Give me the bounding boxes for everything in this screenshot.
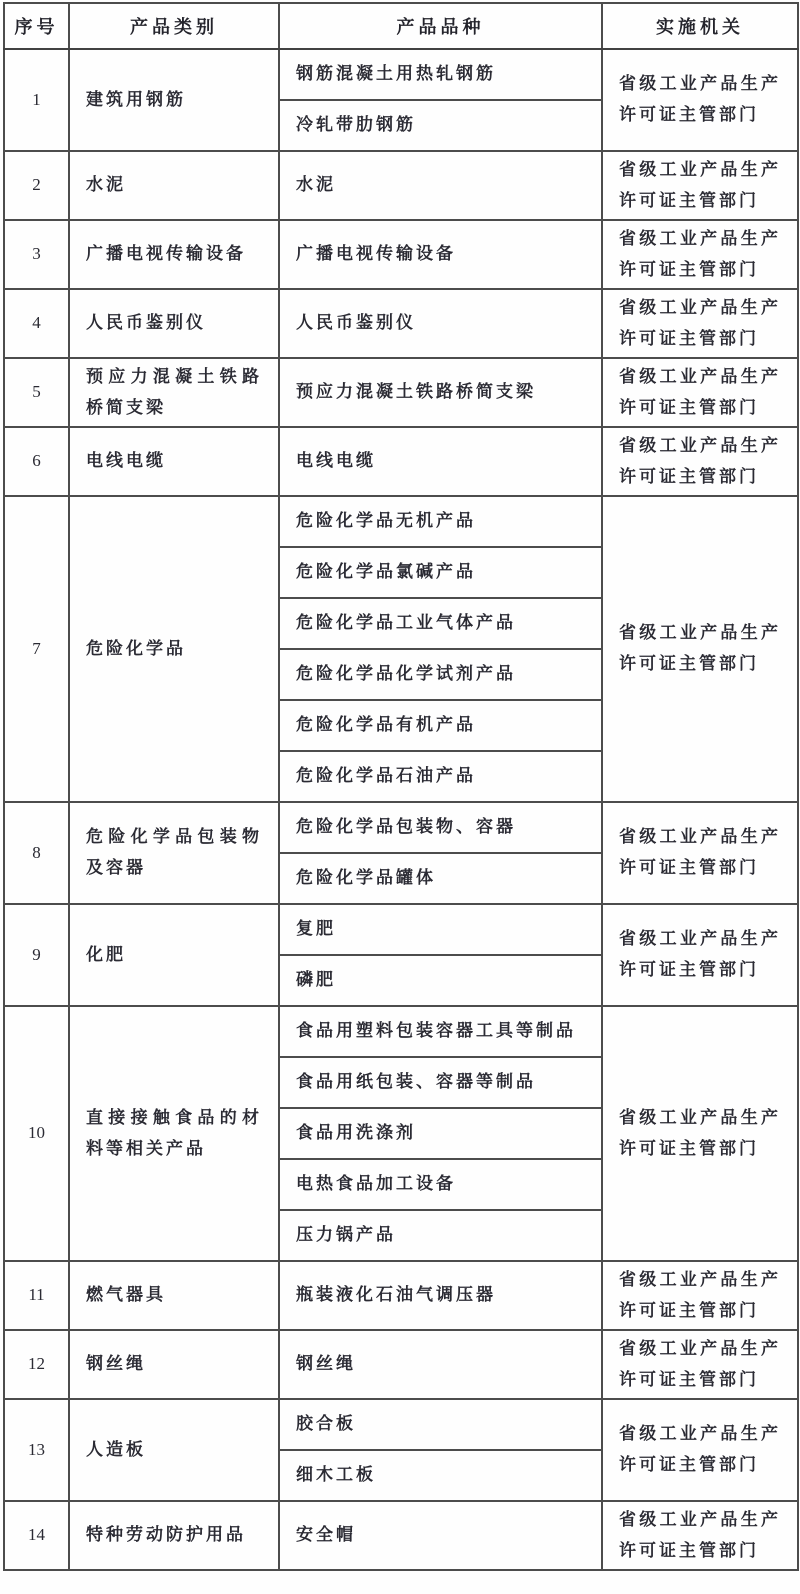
category-cell: 直接接触食品的材料等相关产品	[69, 1006, 279, 1261]
table-row	[4, 904, 798, 955]
variety-cell: 安全帽	[279, 1501, 602, 1570]
category-cell: 燃气器具	[69, 1261, 279, 1330]
header-product-variety: 产品品种	[279, 3, 602, 49]
table-row	[4, 1261, 798, 1330]
table-row	[4, 358, 798, 427]
table-row	[4, 49, 798, 100]
row-number-cell: 12	[4, 1330, 69, 1399]
row-number-cell: 14	[4, 1501, 69, 1570]
row-number-cell: 1	[4, 49, 69, 151]
authority-cell: 省级工业产品生产许可证主管部门	[602, 358, 798, 427]
authority-cell: 省级工业产品生产许可证主管部门	[602, 289, 798, 358]
variety-cell: 广播电视传输设备	[279, 220, 602, 289]
category-cell: 人造板	[69, 1399, 279, 1501]
variety-cell: 细木工板	[279, 1450, 602, 1501]
variety-cell: 食品用洗涤剂	[279, 1108, 602, 1159]
category-cell: 广播电视传输设备	[69, 220, 279, 289]
table-row	[4, 496, 798, 547]
variety-cell: 危险化学品无机产品	[279, 496, 602, 547]
variety-cell: 水泥	[279, 151, 602, 220]
authority-cell: 省级工业产品生产许可证主管部门	[602, 151, 798, 220]
category-cell: 化肥	[69, 904, 279, 1006]
authority-cell: 省级工业产品生产许可证主管部门	[602, 496, 798, 802]
category-cell: 危险化学品包装物及容器	[69, 802, 279, 904]
header-row	[4, 3, 798, 49]
variety-cell: 压力锅产品	[279, 1210, 602, 1261]
row-number-cell: 4	[4, 289, 69, 358]
variety-cell: 钢筋混凝土用热轧钢筋	[279, 49, 602, 100]
variety-cell: 电热食品加工设备	[279, 1159, 602, 1210]
category-cell: 建筑用钢筋	[69, 49, 279, 151]
row-number-cell: 5	[4, 358, 69, 427]
variety-cell: 瓶装液化石油气调压器	[279, 1261, 602, 1330]
table-row	[4, 289, 798, 358]
row-number-cell: 6	[4, 427, 69, 496]
header-implementing-authority: 实施机关	[602, 3, 798, 49]
table-body	[4, 49, 798, 1570]
variety-cell: 磷肥	[279, 955, 602, 1006]
variety-cell: 食品用塑料包装容器工具等制品	[279, 1006, 602, 1057]
category-cell: 危险化学品	[69, 496, 279, 802]
variety-cell: 危险化学品工业气体产品	[279, 598, 602, 649]
table-row	[4, 1330, 798, 1399]
variety-cell: 预应力混凝土铁路桥简支梁	[279, 358, 602, 427]
variety-cell: 胶合板	[279, 1399, 602, 1450]
row-number-cell: 13	[4, 1399, 69, 1501]
table-row	[4, 802, 798, 853]
table-row	[4, 151, 798, 220]
row-number-cell: 2	[4, 151, 69, 220]
table-row	[4, 1501, 798, 1570]
table-row	[4, 220, 798, 289]
authority-cell: 省级工业产品生产许可证主管部门	[602, 427, 798, 496]
row-number-cell: 8	[4, 802, 69, 904]
category-cell: 人民币鉴别仪	[69, 289, 279, 358]
authority-cell: 省级工业产品生产许可证主管部门	[602, 1006, 798, 1261]
authority-cell: 省级工业产品生产许可证主管部门	[602, 904, 798, 1006]
category-cell: 特种劳动防护用品	[69, 1501, 279, 1570]
authority-cell: 省级工业产品生产许可证主管部门	[602, 1501, 798, 1570]
table-row	[4, 1399, 798, 1450]
table-row	[4, 1006, 798, 1057]
variety-cell: 危险化学品有机产品	[279, 700, 602, 751]
variety-cell: 复肥	[279, 904, 602, 955]
variety-cell: 危险化学品罐体	[279, 853, 602, 904]
variety-cell: 电线电缆	[279, 427, 602, 496]
row-number-cell: 7	[4, 496, 69, 802]
authority-cell: 省级工业产品生产许可证主管部门	[602, 1261, 798, 1330]
variety-cell: 人民币鉴别仪	[279, 289, 602, 358]
authority-cell: 省级工业产品生产许可证主管部门	[602, 49, 798, 151]
authority-cell: 省级工业产品生产许可证主管部门	[602, 220, 798, 289]
authority-cell: 省级工业产品生产许可证主管部门	[602, 1399, 798, 1501]
category-cell: 预应力混凝土铁路桥简支梁	[69, 358, 279, 427]
variety-cell: 食品用纸包装、容器等制品	[279, 1057, 602, 1108]
category-cell: 电线电缆	[69, 427, 279, 496]
product-license-table	[3, 2, 799, 1571]
variety-cell: 钢丝绳	[279, 1330, 602, 1399]
variety-cell: 危险化学品包装物、容器	[279, 802, 602, 853]
authority-cell: 省级工业产品生产许可证主管部门	[602, 802, 798, 904]
authority-cell: 省级工业产品生产许可证主管部门	[602, 1330, 798, 1399]
variety-cell: 危险化学品化学试剂产品	[279, 649, 602, 700]
header-product-category: 产品类别	[69, 3, 279, 49]
variety-cell: 冷轧带肋钢筋	[279, 100, 602, 151]
category-cell: 钢丝绳	[69, 1330, 279, 1399]
header-serial-number: 序号	[4, 3, 69, 49]
row-number-cell: 3	[4, 220, 69, 289]
row-number-cell: 9	[4, 904, 69, 1006]
category-cell: 水泥	[69, 151, 279, 220]
variety-cell: 危险化学品氯碱产品	[279, 547, 602, 598]
variety-cell: 危险化学品石油产品	[279, 751, 602, 802]
row-number-cell: 11	[4, 1261, 69, 1330]
table-row	[4, 427, 798, 496]
row-number-cell: 10	[4, 1006, 69, 1261]
